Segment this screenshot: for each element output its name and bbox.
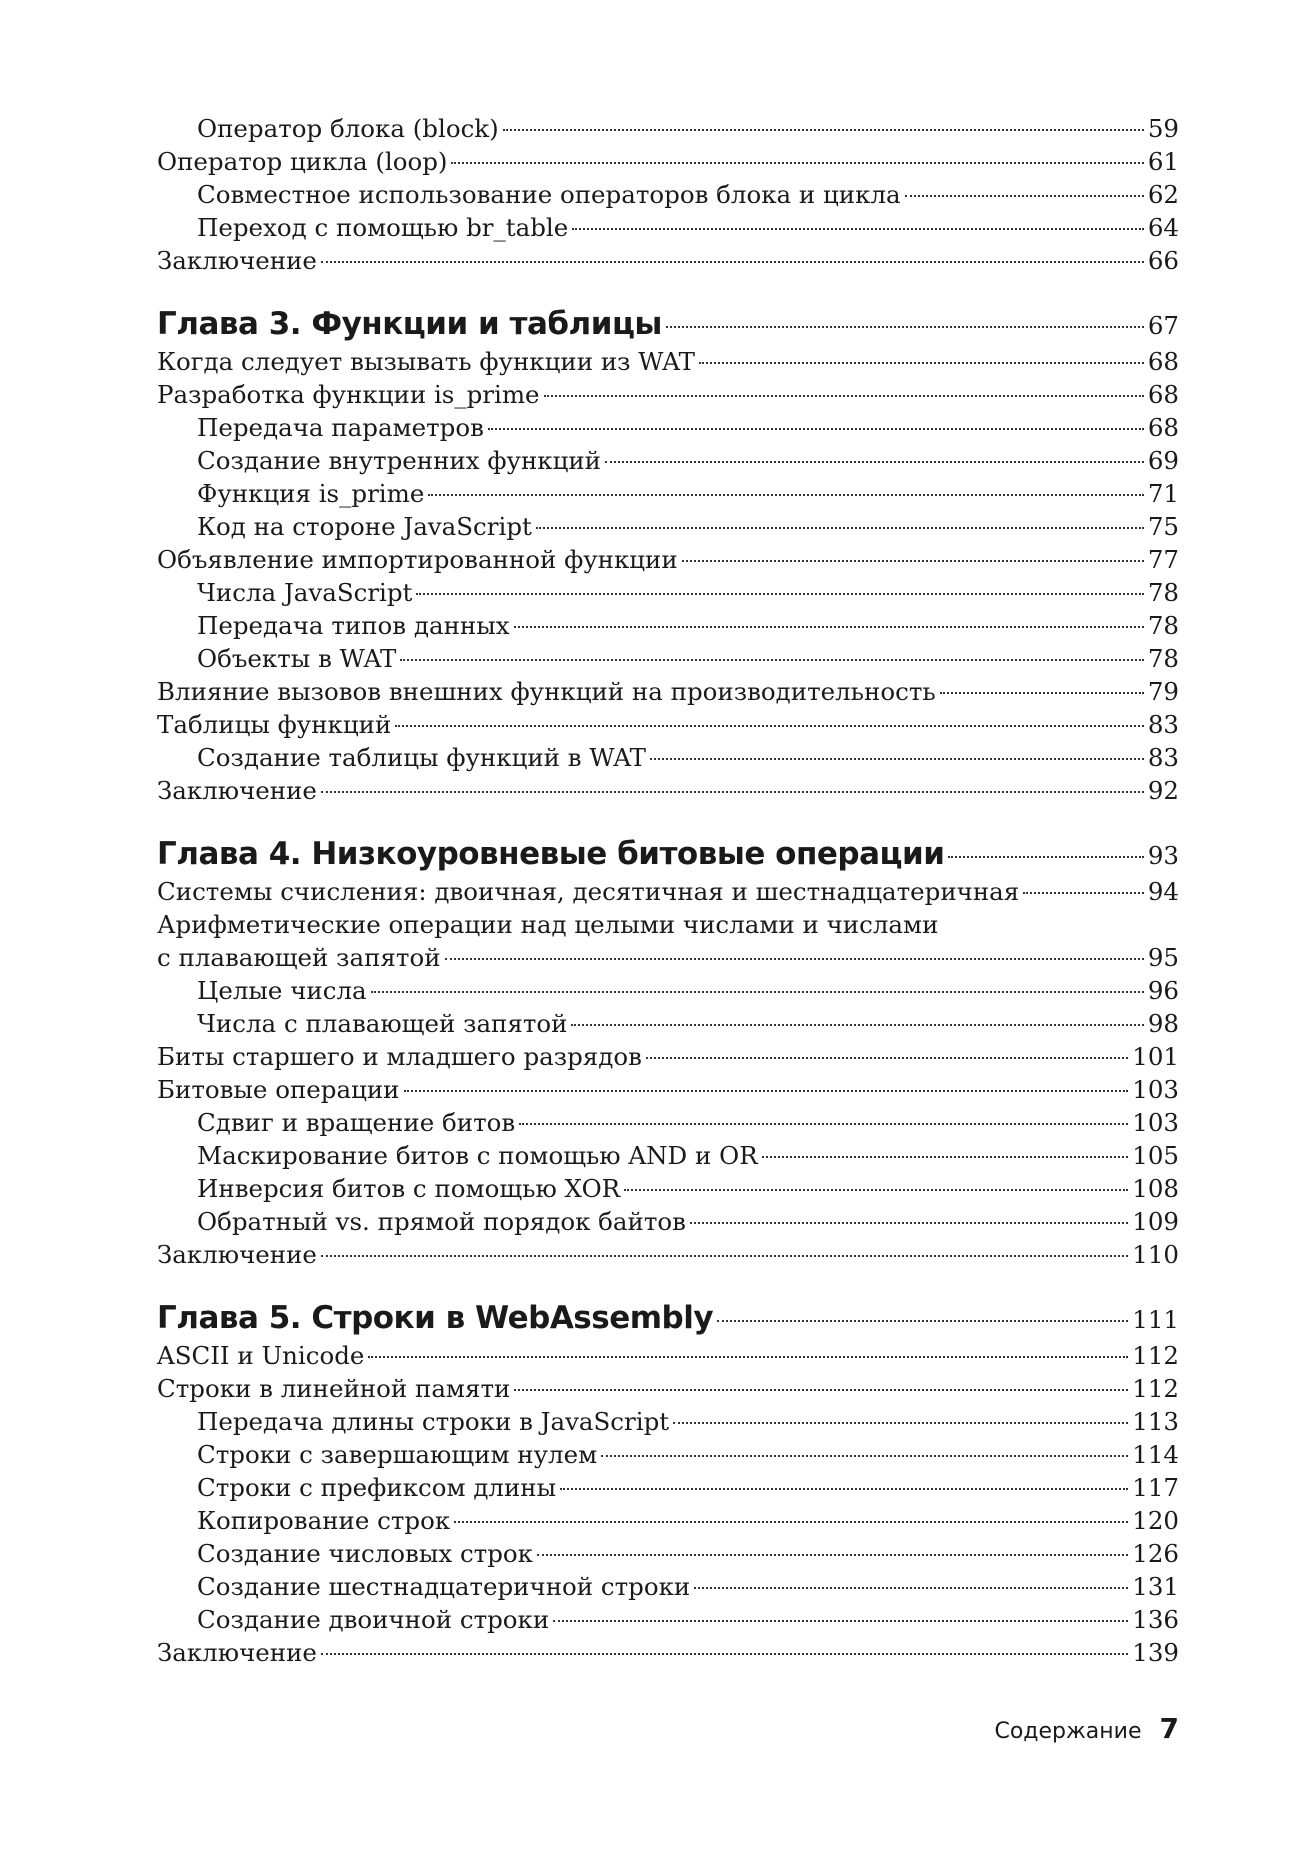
toc-entry bbox=[157, 908, 1179, 941]
dot-leader bbox=[321, 1255, 1128, 1257]
entry-title: Биты старшего и младшего разрядов bbox=[157, 1042, 642, 1071]
toc-entry bbox=[157, 1073, 1179, 1106]
page-ref: 64 bbox=[1147, 213, 1179, 242]
page-ref: 68 bbox=[1147, 380, 1179, 409]
dot-leader bbox=[454, 1521, 1128, 1523]
toc-subentry bbox=[157, 1139, 1179, 1172]
entry-title: Числа JavaScript bbox=[197, 578, 413, 607]
dot-leader bbox=[368, 1356, 1128, 1358]
toc-subentry bbox=[157, 1570, 1179, 1603]
page-ref: 61 bbox=[1147, 147, 1179, 176]
toc-subentry bbox=[157, 1106, 1179, 1139]
page-footer bbox=[994, 1712, 1179, 1745]
dot-leader bbox=[571, 1024, 1143, 1026]
entry-title: Объекты в WAT bbox=[197, 644, 397, 673]
dot-leader bbox=[537, 1554, 1128, 1556]
entry-title: Переход с помощью br_table bbox=[197, 213, 569, 242]
chapter-heading bbox=[157, 833, 1179, 875]
page-ref: 67 bbox=[1147, 311, 1179, 340]
dot-leader bbox=[948, 856, 1143, 858]
entry-title: Заключение bbox=[157, 1638, 317, 1667]
toc-entry bbox=[157, 875, 1179, 908]
page-ref: 111 bbox=[1132, 1305, 1179, 1334]
entry-title: Обратный vs. прямой порядок байтов bbox=[197, 1207, 686, 1236]
page-ref: 131 bbox=[1132, 1572, 1179, 1601]
page-ref: 68 bbox=[1147, 413, 1179, 442]
entry-title: Создание внутренних функций bbox=[197, 446, 602, 475]
toc-entry bbox=[157, 378, 1179, 411]
page-ref: 101 bbox=[1132, 1042, 1179, 1071]
entry-title: Строки в линейной памяти bbox=[157, 1374, 511, 1403]
toc-subentry bbox=[157, 444, 1179, 477]
dot-leader bbox=[321, 1653, 1128, 1655]
page-ref: 95 bbox=[1147, 943, 1179, 972]
page-ref: 78 bbox=[1147, 578, 1179, 607]
toc-entry bbox=[157, 1040, 1179, 1073]
entry-title: Заключение bbox=[157, 776, 317, 805]
toc-subentry bbox=[157, 1205, 1179, 1238]
dot-leader bbox=[514, 626, 1144, 628]
dot-leader bbox=[717, 1320, 1128, 1322]
page-ref: 83 bbox=[1147, 710, 1179, 739]
toc-subentry bbox=[157, 112, 1179, 145]
page-ref: 103 bbox=[1132, 1108, 1179, 1137]
dot-leader bbox=[400, 659, 1143, 661]
toc-subentry bbox=[157, 741, 1179, 774]
toc-subentry bbox=[157, 1471, 1179, 1504]
page-ref: 113 bbox=[1132, 1407, 1179, 1436]
toc-entry bbox=[157, 941, 1179, 974]
dot-leader bbox=[395, 725, 1144, 727]
page-ref: 78 bbox=[1147, 644, 1179, 673]
dot-leader bbox=[905, 195, 1144, 197]
dot-leader bbox=[445, 958, 1144, 960]
chapter-title: Глава 4. Низкоуровневые битовые операции bbox=[157, 836, 945, 872]
page-ref: 114 bbox=[1132, 1440, 1179, 1469]
dot-leader bbox=[690, 1222, 1128, 1224]
entry-title: Передача параметров bbox=[197, 413, 484, 442]
dot-leader bbox=[371, 991, 1144, 993]
page-ref: 92 bbox=[1147, 776, 1179, 805]
entry-title: Создание двоичной строки bbox=[197, 1605, 550, 1634]
page-ref: 83 bbox=[1147, 743, 1179, 772]
page-number: 7 bbox=[1159, 1712, 1179, 1745]
toc-subentry bbox=[157, 510, 1179, 543]
toc-entry bbox=[157, 543, 1179, 576]
entry-title: Оператор блока (block) bbox=[197, 114, 499, 143]
dot-leader bbox=[666, 326, 1144, 328]
page-ref: 126 bbox=[1132, 1539, 1179, 1568]
entry-title: Передача длины строки в JavaScript bbox=[197, 1407, 670, 1436]
page-ref: 108 bbox=[1132, 1174, 1179, 1203]
dot-leader bbox=[321, 791, 1144, 793]
toc-subentry bbox=[157, 477, 1179, 510]
entry-title: Сдвиг и вращение битов bbox=[197, 1108, 516, 1137]
page-ref: 71 bbox=[1147, 479, 1179, 508]
entry-title: Заключение bbox=[157, 1240, 317, 1269]
toc-subentry bbox=[157, 974, 1179, 1007]
toc-subentry bbox=[157, 1603, 1179, 1636]
entry-title: Код на стороне JavaScript bbox=[197, 512, 532, 541]
dot-leader bbox=[940, 692, 1144, 694]
dot-leader bbox=[428, 494, 1143, 496]
dot-leader bbox=[572, 228, 1144, 230]
dot-leader bbox=[646, 1057, 1128, 1059]
toc-entry bbox=[157, 1339, 1179, 1372]
toc-subentry bbox=[157, 642, 1179, 675]
dot-leader bbox=[601, 1455, 1128, 1457]
page-ref: 112 bbox=[1132, 1341, 1179, 1370]
entry-title: Передача типов данных bbox=[197, 611, 510, 640]
entry-title: Копирование строк bbox=[197, 1506, 451, 1535]
dot-leader bbox=[682, 560, 1144, 562]
entry-title: Создание шестнадцатеричной строки bbox=[197, 1572, 691, 1601]
toc-subentry bbox=[157, 576, 1179, 609]
chapter-heading bbox=[157, 303, 1179, 345]
page-ref: 62 bbox=[1147, 180, 1179, 209]
toc-subentry bbox=[157, 1172, 1179, 1205]
page-ref: 120 bbox=[1132, 1506, 1179, 1535]
toc-subentry bbox=[157, 609, 1179, 642]
entry-title: Создание таблицы функций в WAT bbox=[197, 743, 647, 772]
page-ref: 96 bbox=[1147, 976, 1179, 1005]
entry-title: Когда следует вызывать функции из WAT bbox=[157, 347, 695, 376]
page-ref: 109 bbox=[1132, 1207, 1179, 1236]
page-ref: 110 bbox=[1132, 1240, 1179, 1269]
toc-entry bbox=[157, 345, 1179, 378]
dot-leader bbox=[544, 395, 1144, 397]
toc-entry bbox=[157, 675, 1179, 708]
dot-leader bbox=[416, 593, 1143, 595]
entry-title: Арифметические операции над целыми числами и числами bbox=[157, 910, 939, 939]
toc-entry bbox=[157, 774, 1179, 807]
dot-leader bbox=[673, 1422, 1128, 1424]
running-footer-label: Содержание bbox=[994, 1719, 1142, 1744]
page-ref: 139 bbox=[1132, 1638, 1179, 1667]
page-ref: 103 bbox=[1132, 1075, 1179, 1104]
dot-leader bbox=[699, 362, 1144, 364]
dot-leader bbox=[1023, 892, 1144, 894]
chapter-title: Глава 5. Строки в WebAssembly bbox=[157, 1300, 714, 1336]
page-ref: 66 bbox=[1147, 246, 1179, 275]
page-ref: 117 bbox=[1132, 1473, 1179, 1502]
toc-entry bbox=[157, 708, 1179, 741]
toc-subentry bbox=[157, 1405, 1179, 1438]
dot-leader bbox=[503, 129, 1144, 131]
dot-leader bbox=[404, 1090, 1129, 1092]
dot-leader bbox=[514, 1389, 1128, 1391]
table-of-contents bbox=[157, 112, 1179, 1669]
entry-title: с плавающей запятой bbox=[157, 943, 441, 972]
toc-entry bbox=[157, 244, 1179, 277]
dot-leader bbox=[536, 527, 1144, 529]
page-ref: 79 bbox=[1147, 677, 1179, 706]
toc-entry bbox=[157, 1372, 1179, 1405]
entry-title: Таблицы функций bbox=[157, 710, 392, 739]
toc-subentry bbox=[157, 411, 1179, 444]
dot-leader bbox=[451, 162, 1143, 164]
page-ref: 136 bbox=[1132, 1605, 1179, 1634]
toc-subentry bbox=[157, 1007, 1179, 1040]
entry-title: Влияние вызовов внешних функций на производительность bbox=[157, 677, 936, 706]
dot-leader bbox=[553, 1620, 1128, 1622]
entry-title: Заключение bbox=[157, 246, 317, 275]
page-ref: 77 bbox=[1147, 545, 1179, 574]
entry-title: Создание числовых строк bbox=[197, 1539, 533, 1568]
page-ref: 105 bbox=[1132, 1141, 1179, 1170]
entry-title: Маскирование битов с помощью AND и OR bbox=[197, 1141, 758, 1170]
toc-subentry bbox=[157, 1537, 1179, 1570]
page-ref: 75 bbox=[1147, 512, 1179, 541]
entry-title: Оператор цикла (loop) bbox=[157, 147, 448, 176]
toc-entry bbox=[157, 145, 1179, 178]
entry-title: Функция is_prime bbox=[197, 479, 425, 508]
page-ref: 59 bbox=[1147, 114, 1179, 143]
entry-title: Разработка функции is_prime bbox=[157, 380, 540, 409]
entry-title: Системы счисления: двоичная, десятичная и шестнадцатеричная bbox=[157, 877, 1020, 906]
page-ref: 112 bbox=[1132, 1374, 1179, 1403]
entry-title: ASCII и Unicode bbox=[157, 1341, 365, 1370]
page-ref: 78 bbox=[1147, 611, 1179, 640]
chapter-heading bbox=[157, 1297, 1179, 1339]
dot-leader bbox=[694, 1587, 1128, 1589]
entry-title: Инверсия битов с помощью XOR bbox=[197, 1174, 621, 1203]
dot-leader bbox=[624, 1189, 1128, 1191]
toc-subentry bbox=[157, 178, 1179, 211]
page-ref: 94 bbox=[1147, 877, 1179, 906]
chapter-title: Глава 3. Функции и таблицы bbox=[157, 306, 662, 342]
entry-title: Числа с плавающей запятой bbox=[197, 1009, 568, 1038]
dot-leader bbox=[605, 461, 1144, 463]
toc-entry bbox=[157, 1238, 1179, 1271]
page-ref: 68 bbox=[1147, 347, 1179, 376]
toc-entry bbox=[157, 1636, 1179, 1669]
page-ref: 98 bbox=[1147, 1009, 1179, 1038]
entry-title: Совместное использование операторов блока и цикла bbox=[197, 180, 901, 209]
toc-subentry bbox=[157, 211, 1179, 244]
page-ref: 93 bbox=[1147, 841, 1179, 870]
entry-title: Битовые операции bbox=[157, 1075, 400, 1104]
dot-leader bbox=[650, 758, 1144, 760]
dot-leader bbox=[519, 1123, 1128, 1125]
toc-subentry bbox=[157, 1504, 1179, 1537]
dot-leader bbox=[762, 1156, 1129, 1158]
entry-title: Объявление импортированной функции bbox=[157, 545, 678, 574]
page-ref: 69 bbox=[1147, 446, 1179, 475]
entry-title: Целые числа bbox=[197, 976, 367, 1005]
dot-leader bbox=[321, 261, 1144, 263]
toc-subentry bbox=[157, 1438, 1179, 1471]
entry-title: Строки с префиксом длины bbox=[197, 1473, 557, 1502]
dot-leader bbox=[488, 428, 1144, 430]
dot-leader bbox=[560, 1488, 1128, 1490]
entry-title: Строки с завершающим нулем bbox=[197, 1440, 598, 1469]
